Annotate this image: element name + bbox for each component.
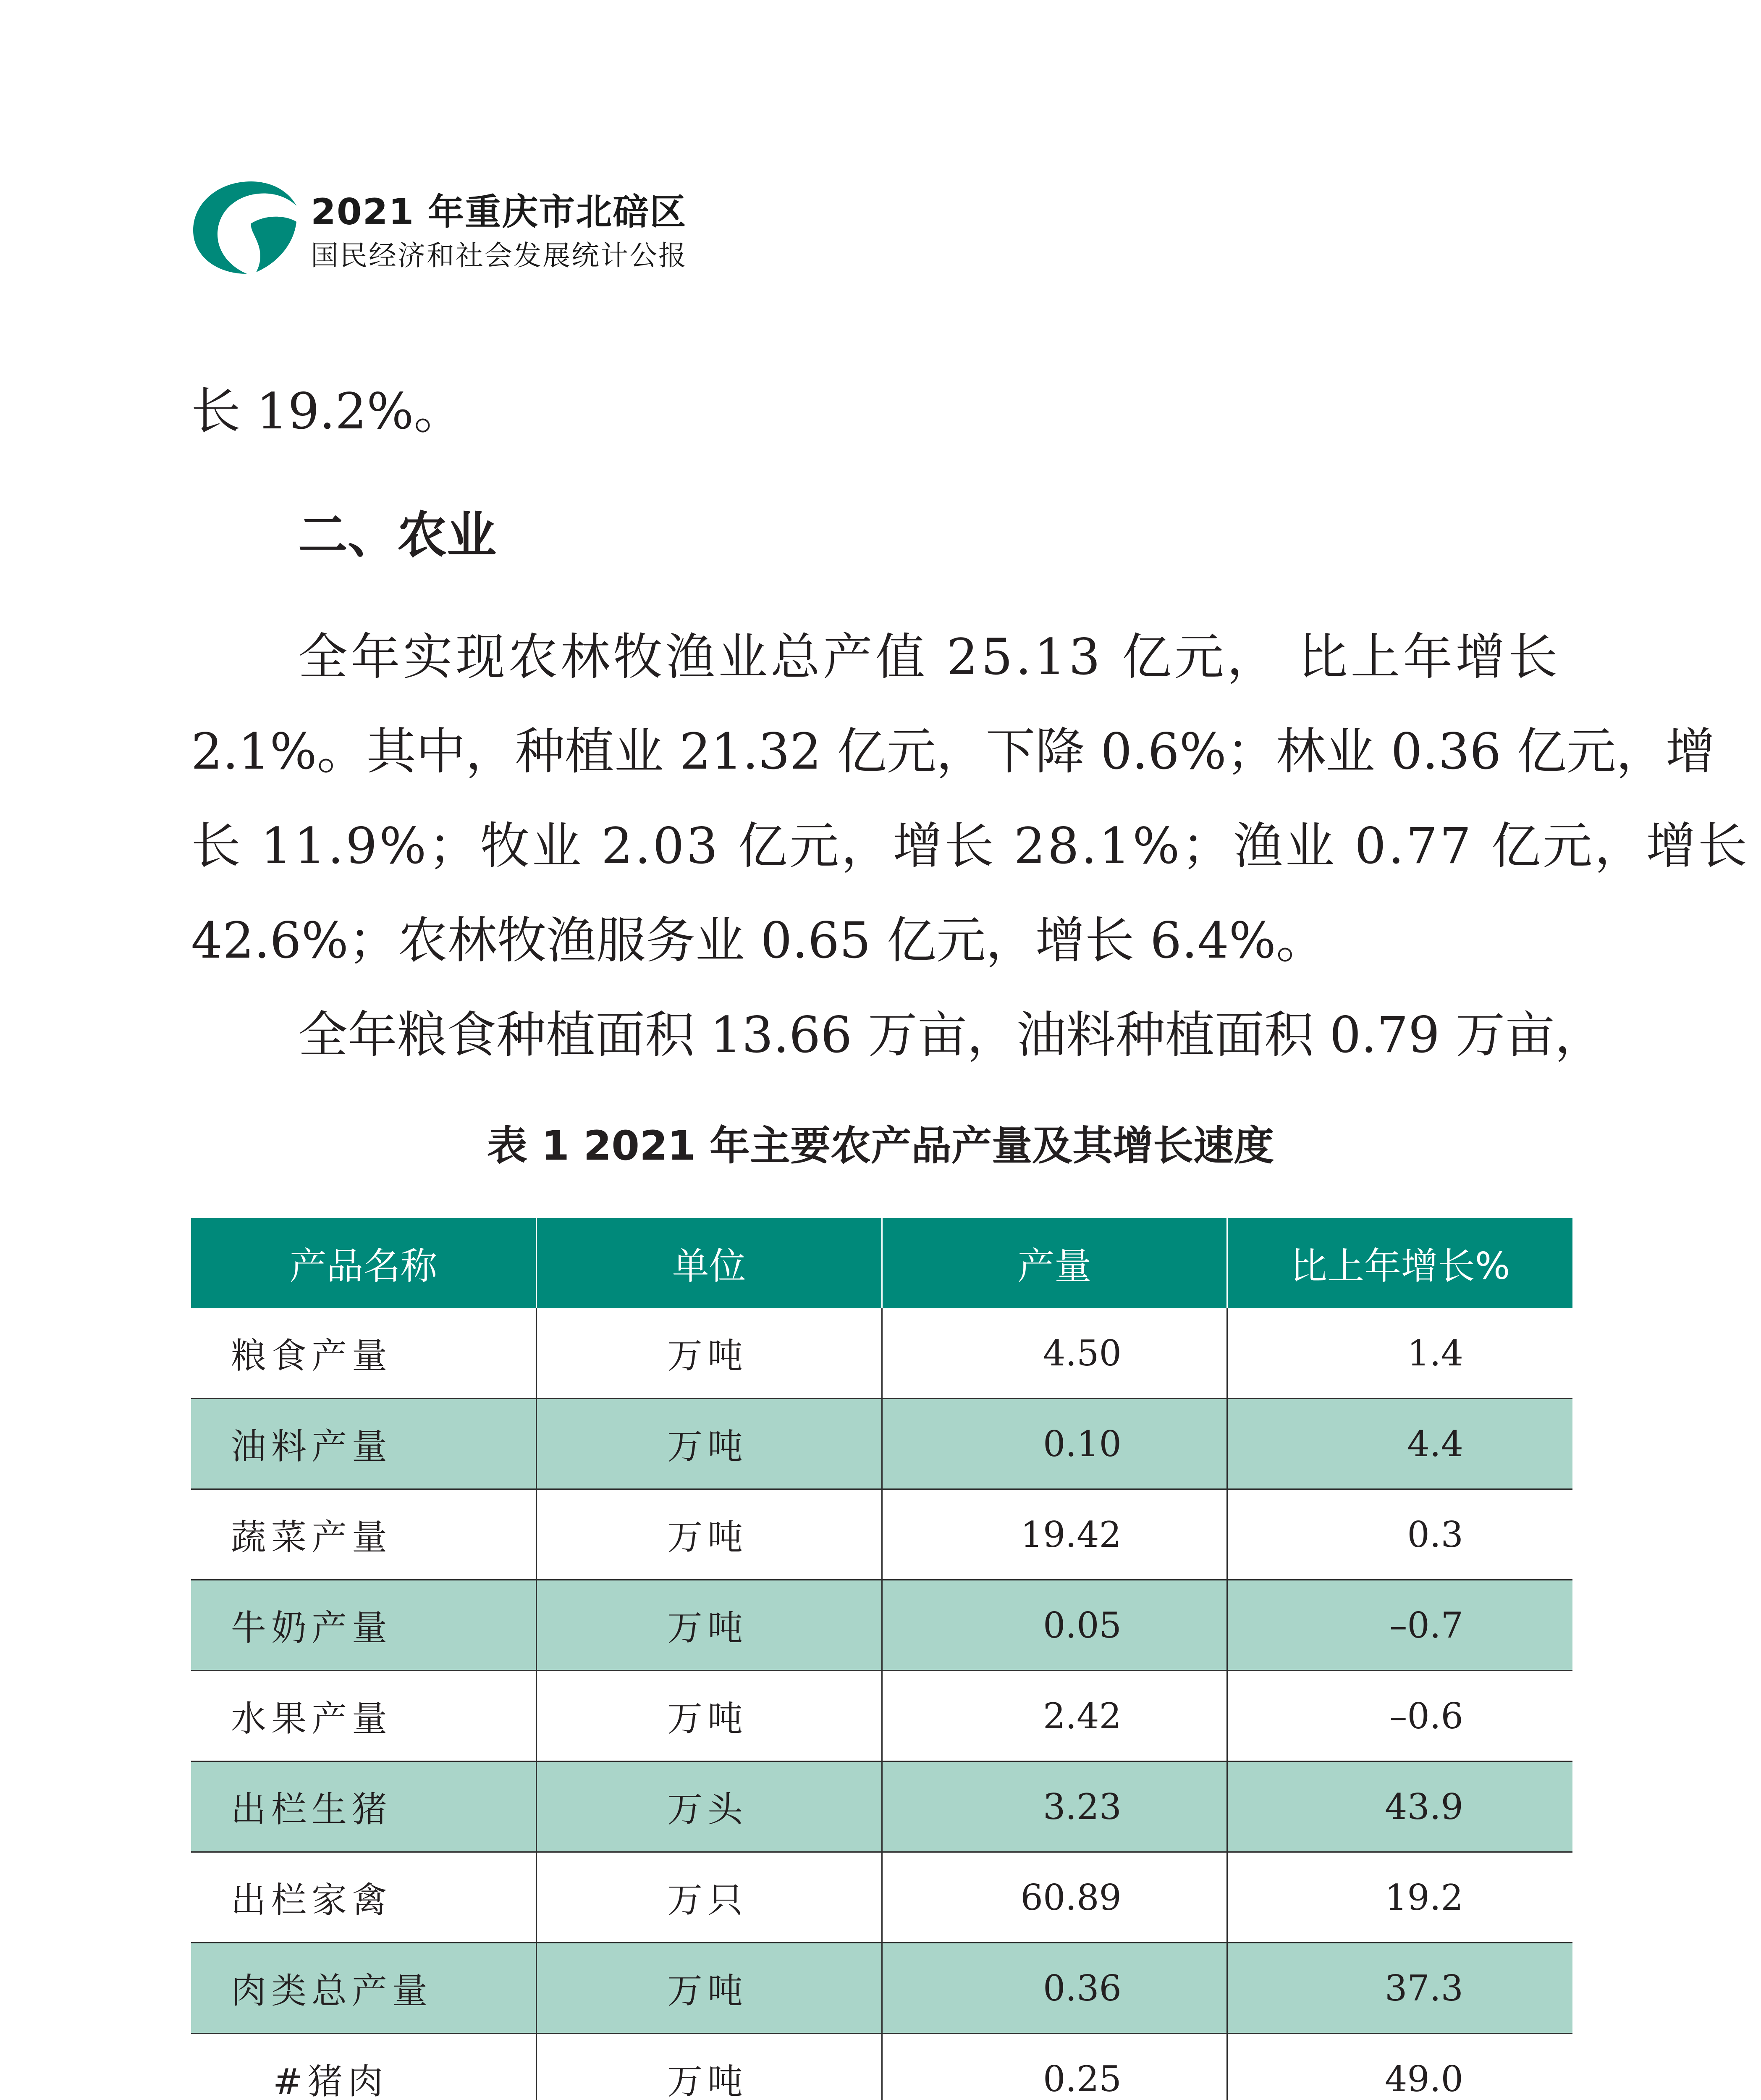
product-name-cell: #猪肉 <box>191 2034 537 2100</box>
unit-cell: 万吨 <box>537 1943 882 2034</box>
table-caption: 表 1 2021 年主要农产品产量及其增长速度 <box>487 1122 1274 1169</box>
product-name-cell: 水果产量 <box>191 1671 537 1761</box>
bulletin-logo-icon <box>188 176 299 279</box>
output-cell: 0.36 <box>882 1943 1227 2034</box>
output-cell: 4.50 <box>882 1308 1227 1399</box>
output-cell: 19.42 <box>882 1489 1227 1580</box>
output-cell: 0.05 <box>882 1580 1227 1671</box>
unit-cell: 万头 <box>537 1761 882 1852</box>
table-row <box>191 1943 1572 2034</box>
output-cell: 0.10 <box>882 1399 1227 1489</box>
continued-text-line: 长 19.2%。 <box>191 382 464 440</box>
growth-cell: 4.4 <box>1227 1399 1573 1489</box>
output-cell: 2.42 <box>882 1671 1227 1761</box>
column-header-output: 产量 <box>882 1218 1227 1308</box>
table-row <box>191 1399 1572 1489</box>
unit-cell: 万吨 <box>537 1489 882 1580</box>
table-header-row <box>191 1218 1572 1308</box>
column-header-product: 产品名称 <box>191 1218 537 1308</box>
paragraph-line: 2.1%。其中，种植业 21.32 亿元，下降 0.6%；林业 0.36 亿元，增 <box>191 722 1715 780</box>
agricultural-output-table <box>191 1218 1572 2100</box>
output-cell: 3.23 <box>882 1761 1227 1852</box>
column-header-unit: 单位 <box>537 1218 882 1308</box>
table-row <box>191 1489 1572 1580</box>
product-name-cell: 肉类总产量 <box>191 1943 537 2034</box>
growth-cell: 0.3 <box>1227 1489 1573 1580</box>
growth-cell: –0.7 <box>1227 1580 1573 1671</box>
product-name-cell: 油料产量 <box>191 1399 537 1489</box>
unit-cell: 万吨 <box>537 1580 882 1671</box>
unit-cell: 万吨 <box>537 1671 882 1761</box>
product-name-cell: 蔬菜产量 <box>191 1489 537 1580</box>
paragraph-line: 长 11.9%；牧业 2.03 亿元，增长 28.1%；渔业 0.77 亿元，增长 <box>191 817 1750 875</box>
growth-cell: 49.0 <box>1227 2034 1573 2100</box>
table-row <box>191 1308 1572 1399</box>
section-heading: 二、农业 <box>298 506 497 564</box>
product-name-cell: 出栏家禽 <box>191 1852 537 1943</box>
unit-cell: 万吨 <box>537 2034 882 2100</box>
paragraph-line: 全年粮食种植面积 13.66 万亩，油料种植面积 0.79 万亩， <box>298 1006 1604 1064</box>
product-name-cell: 牛奶产量 <box>191 1580 537 1671</box>
growth-cell: –0.6 <box>1227 1671 1573 1761</box>
table-row <box>191 1580 1572 1671</box>
header-subtitle: 国民经济和社会发展统计公报 <box>311 239 687 272</box>
paragraph-line: 全年实现农林牧渔业总产值 25.13 亿元， 比上年增长 <box>298 628 1561 686</box>
product-name-cell: 粮食产量 <box>191 1308 537 1399</box>
column-header-growth: 比上年增长% <box>1227 1218 1573 1308</box>
table-row <box>191 1852 1572 1943</box>
unit-cell: 万只 <box>537 1852 882 1943</box>
unit-cell: 万吨 <box>537 1308 882 1399</box>
growth-cell: 43.9 <box>1227 1761 1573 1852</box>
table-row <box>191 2034 1572 2100</box>
unit-cell: 万吨 <box>537 1399 882 1489</box>
paragraph-line: 42.6%；农林牧渔服务业 0.65 亿元，增长 6.4%。 <box>191 911 1326 969</box>
growth-cell: 19.2 <box>1227 1852 1573 1943</box>
product-name-cell: 出栏生猪 <box>191 1761 537 1852</box>
output-cell: 0.25 <box>882 2034 1227 2100</box>
table-row <box>191 1671 1572 1761</box>
header-title: 2021 年重庆市北碚区 <box>311 191 687 233</box>
growth-cell: 1.4 <box>1227 1308 1573 1399</box>
table-row <box>191 1761 1572 1852</box>
growth-cell: 37.3 <box>1227 1943 1573 2034</box>
output-cell: 60.89 <box>882 1852 1227 1943</box>
